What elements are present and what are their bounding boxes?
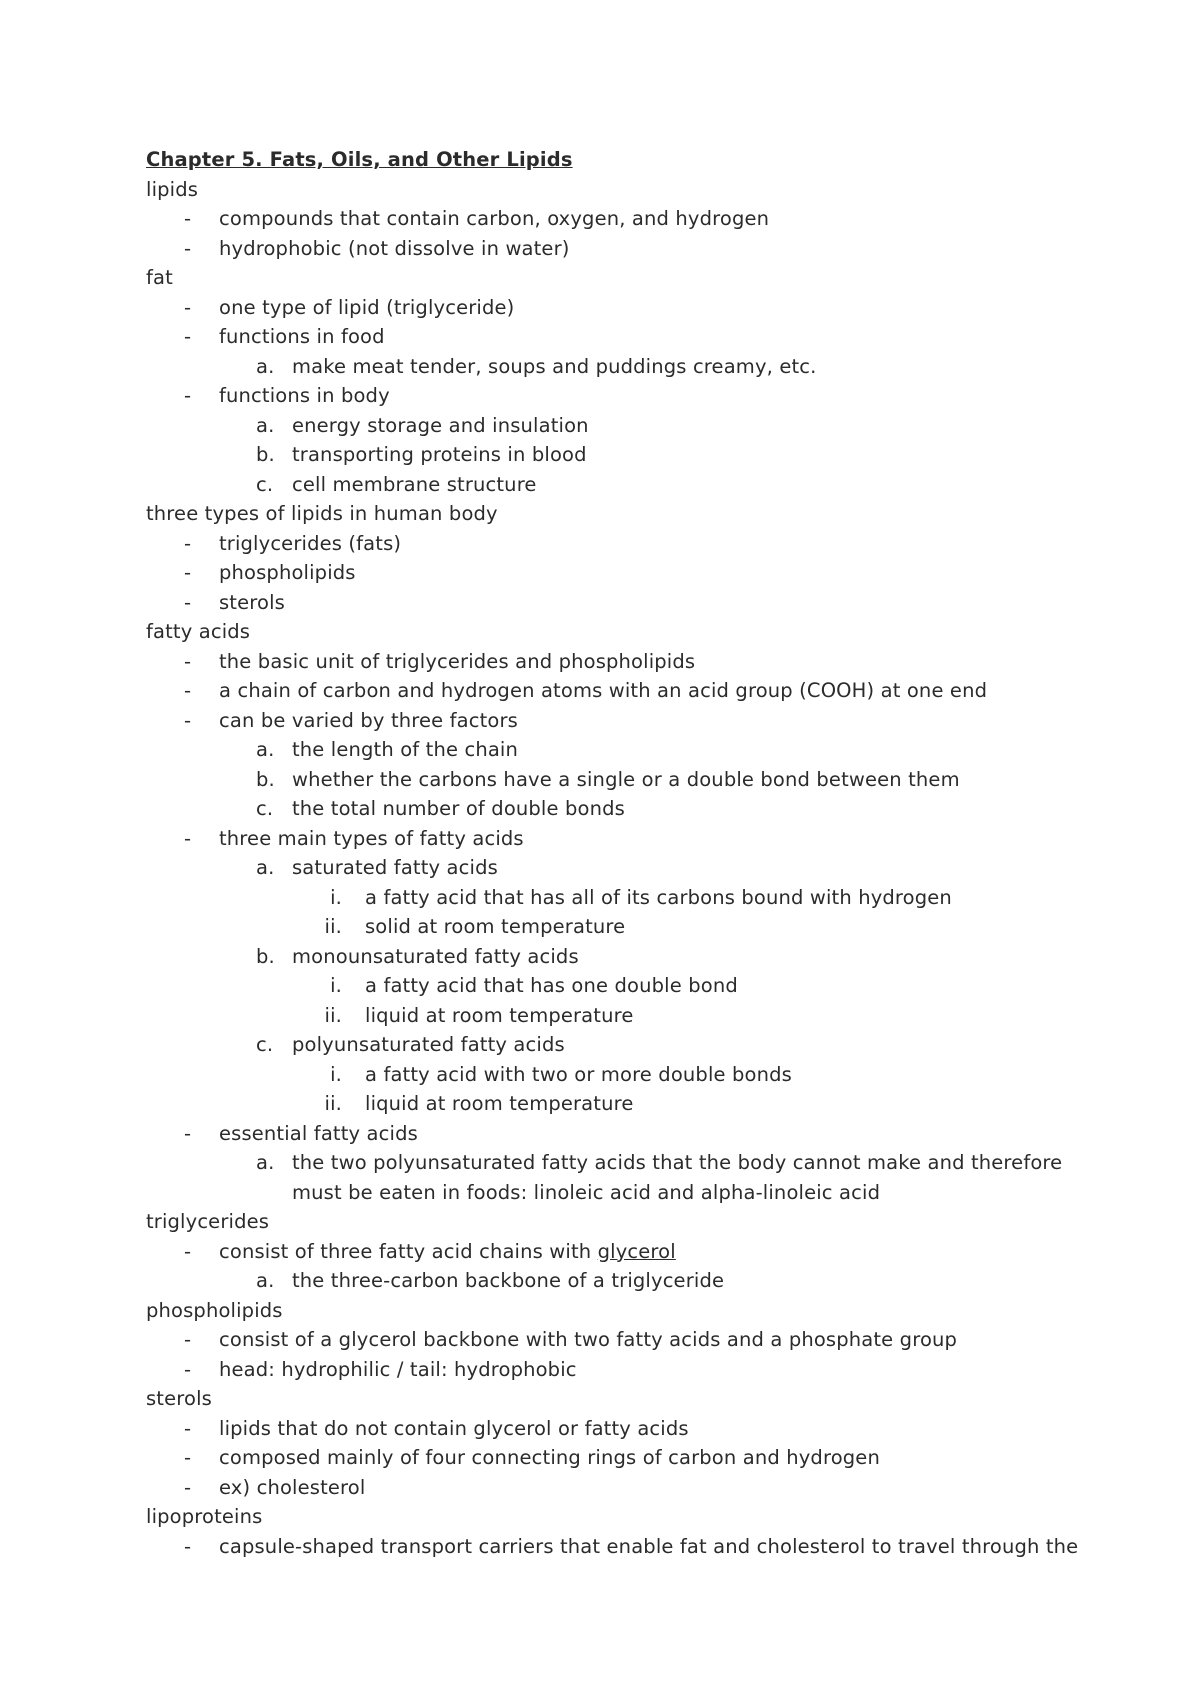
dash-marker: - (184, 826, 192, 850)
item-text (219, 1237, 676, 1267)
sub-item-text: the two polyunsaturated fatty acids that the body cannot make and therefore (292, 1151, 1063, 1174)
letter-marker: b. (256, 767, 275, 791)
roman-marker: i. (330, 1062, 342, 1086)
roman-item (146, 1060, 1146, 1090)
dash-marker: - (184, 325, 192, 348)
letter-marker: a. (256, 856, 275, 879)
sub-item (146, 1266, 1146, 1296)
document-body (146, 145, 1146, 1561)
section-heading (146, 1296, 1146, 1326)
roman-item-text: a fatty acid with two or more double bonds (365, 1062, 792, 1086)
bullet-item (146, 293, 1146, 323)
item-text: triglycerides (fats) (219, 531, 402, 555)
item-text: a chain of carbon and hydrogen atoms with an acid group (COOH) at one end (219, 679, 988, 702)
section-heading (146, 1384, 1146, 1414)
sub-item-text: polyunsaturated fatty acids (292, 1033, 565, 1056)
sub-item (146, 794, 1146, 824)
dash-marker: - (184, 1534, 192, 1558)
sub-item-text: transporting proteins in blood (292, 443, 587, 466)
bullet-item (146, 529, 1146, 559)
bullet-item (146, 1355, 1146, 1385)
sub-item (146, 352, 1146, 382)
dash-marker: - (184, 1475, 192, 1499)
sub-item (146, 942, 1146, 972)
bullet-item (146, 647, 1146, 677)
item-text: three main types of fatty acids (219, 826, 524, 850)
letter-marker: c. (256, 1033, 274, 1056)
section-heading (146, 617, 1146, 647)
roman-item (146, 883, 1146, 913)
item-text: functions in food (219, 325, 385, 348)
sub-item (146, 1148, 1146, 1178)
bullet-item (146, 234, 1146, 264)
bullet-item (146, 204, 1146, 234)
item-text: head: hydrophilic / tail: hydrophobic (219, 1357, 577, 1381)
heading-lipid-types: three types of lipids in human body (146, 502, 498, 525)
sub-item-text: energy storage and insulation (292, 413, 589, 437)
dash-marker: - (184, 1121, 192, 1145)
dash-marker: - (184, 1446, 192, 1469)
bullet-item (146, 588, 1146, 618)
bullet-item (146, 1237, 1146, 1267)
bullet-item (146, 824, 1146, 854)
item-text: ex) cholesterol (219, 1475, 366, 1499)
letter-marker: a. (256, 1269, 275, 1292)
dash-marker: - (184, 207, 192, 230)
bullet-item (146, 706, 1146, 736)
item-text: phospholipids (219, 561, 356, 584)
heading-fat: fat (146, 266, 173, 289)
letter-marker: a. (256, 413, 275, 437)
sub-item-text: cell membrane structure (292, 472, 537, 496)
roman-item-text: liquid at room temperature (365, 1092, 634, 1115)
letter-marker: a. (256, 1151, 275, 1174)
item-text: can be varied by three factors (219, 708, 518, 732)
sub-item (146, 440, 1146, 470)
dash-marker: - (184, 679, 192, 702)
section-heading (146, 499, 1146, 529)
bullet-item (146, 558, 1146, 588)
item-text: one type of lipid (triglyceride) (219, 295, 515, 319)
section-heading (146, 1502, 1146, 1532)
bullet-item (146, 1119, 1146, 1149)
dash-marker: - (184, 590, 192, 614)
dash-marker: - (184, 295, 192, 319)
glycerol-term: glycerol (597, 1239, 676, 1263)
letter-marker: a. (256, 354, 275, 378)
roman-item (146, 1089, 1146, 1119)
bullet-item (146, 381, 1146, 411)
dash-marker: - (184, 531, 192, 555)
sub-item-continuation (146, 1178, 1146, 1208)
letter-marker: c. (256, 797, 274, 820)
bullet-item (146, 1473, 1146, 1503)
dash-marker: - (184, 1357, 192, 1381)
section-heading (146, 175, 1146, 205)
sub-item (146, 470, 1146, 500)
sub-item-text: whether the carbons have a single or a double bond between them (292, 767, 960, 791)
chapter-title-line (146, 145, 1146, 175)
sub-item (146, 735, 1146, 765)
item-text: composed mainly of four connecting rings of carbon and hydrogen (219, 1446, 880, 1469)
letter-marker: a. (256, 738, 275, 761)
roman-marker: i. (330, 974, 342, 997)
heading-sterols: sterols (146, 1387, 212, 1410)
roman-item-text: a fatty acid that has one double bond (365, 974, 738, 997)
sub-item (146, 1030, 1146, 1060)
sub-item-text: monounsaturated fatty acids (292, 944, 579, 968)
dash-marker: - (184, 236, 192, 260)
heading-phospholipids: phospholipids (146, 1298, 283, 1322)
roman-marker: i. (330, 885, 342, 909)
letter-marker: b. (256, 443, 275, 466)
item-text: hydrophobic (not dissolve in water) (219, 236, 570, 260)
item-text: compounds that contain carbon, oxygen, and hydrogen (219, 207, 770, 230)
item-text: the basic unit of triglycerides and phospholipids (219, 649, 696, 673)
sub-item-text: must be eaten in foods: linoleic acid and alpha-linoleic acid (292, 1180, 881, 1204)
letter-marker: b. (256, 944, 275, 968)
item-text: functions in body (219, 384, 390, 407)
item-text: essential fatty acids (219, 1121, 418, 1145)
sub-item (146, 765, 1146, 795)
sub-item-text: the total number of double bonds (292, 797, 625, 820)
sub-item (146, 411, 1146, 441)
bullet-item (146, 1532, 1146, 1562)
bullet-item (146, 1325, 1146, 1355)
roman-marker: ii. (324, 1003, 342, 1027)
sub-item-text: saturated fatty acids (292, 856, 498, 879)
roman-item-text: a fatty acid that has all of its carbons bound with hydrogen (365, 885, 952, 909)
heading-lipids: lipids (146, 177, 199, 201)
dash-marker: - (184, 1328, 192, 1351)
dash-marker: - (184, 561, 192, 584)
dash-marker: - (184, 384, 192, 407)
sub-item-text: the length of the chain (292, 738, 519, 761)
bullet-item (146, 1414, 1146, 1444)
dash-marker: - (184, 1239, 192, 1263)
item-text: lipids that do not contain glycerol or fatty acids (219, 1416, 689, 1440)
roman-item (146, 912, 1146, 942)
letter-marker: c. (256, 472, 274, 496)
section-heading (146, 263, 1146, 293)
heading-triglycerides: triglycerides (146, 1210, 270, 1233)
bullet-item (146, 1443, 1146, 1473)
bullet-item (146, 322, 1146, 352)
roman-item (146, 971, 1146, 1001)
chapter-title: Chapter 5. Fats, Oils, and Other Lipids (146, 148, 573, 171)
dash-marker: - (184, 708, 192, 732)
sub-item-text: make meat tender, soups and puddings creamy, etc. (292, 354, 817, 378)
sub-item (146, 853, 1146, 883)
roman-marker: ii. (324, 1092, 342, 1115)
item-text: consist of a glycerol backbone with two fatty acids and a phosphate group (219, 1328, 958, 1351)
item-text: sterols (219, 590, 285, 614)
dash-marker: - (184, 649, 192, 673)
item-text-prefix: consist of three fatty acid chains with (219, 1239, 598, 1263)
roman-item-text: solid at room temperature (365, 915, 626, 938)
roman-marker: ii. (324, 915, 342, 938)
section-heading (146, 1207, 1146, 1237)
roman-item (146, 1001, 1146, 1031)
dash-marker: - (184, 1416, 192, 1440)
heading-fatty-acids: fatty acids (146, 620, 251, 643)
sub-item-text: the three-carbon backbone of a triglyceride (292, 1269, 725, 1292)
bullet-item (146, 676, 1146, 706)
item-text: capsule-shaped transport carriers that enable fat and cholesterol to travel through the (219, 1534, 1079, 1558)
roman-item-text: liquid at room temperature (365, 1003, 634, 1027)
heading-lipoproteins: lipoproteins (146, 1505, 263, 1528)
